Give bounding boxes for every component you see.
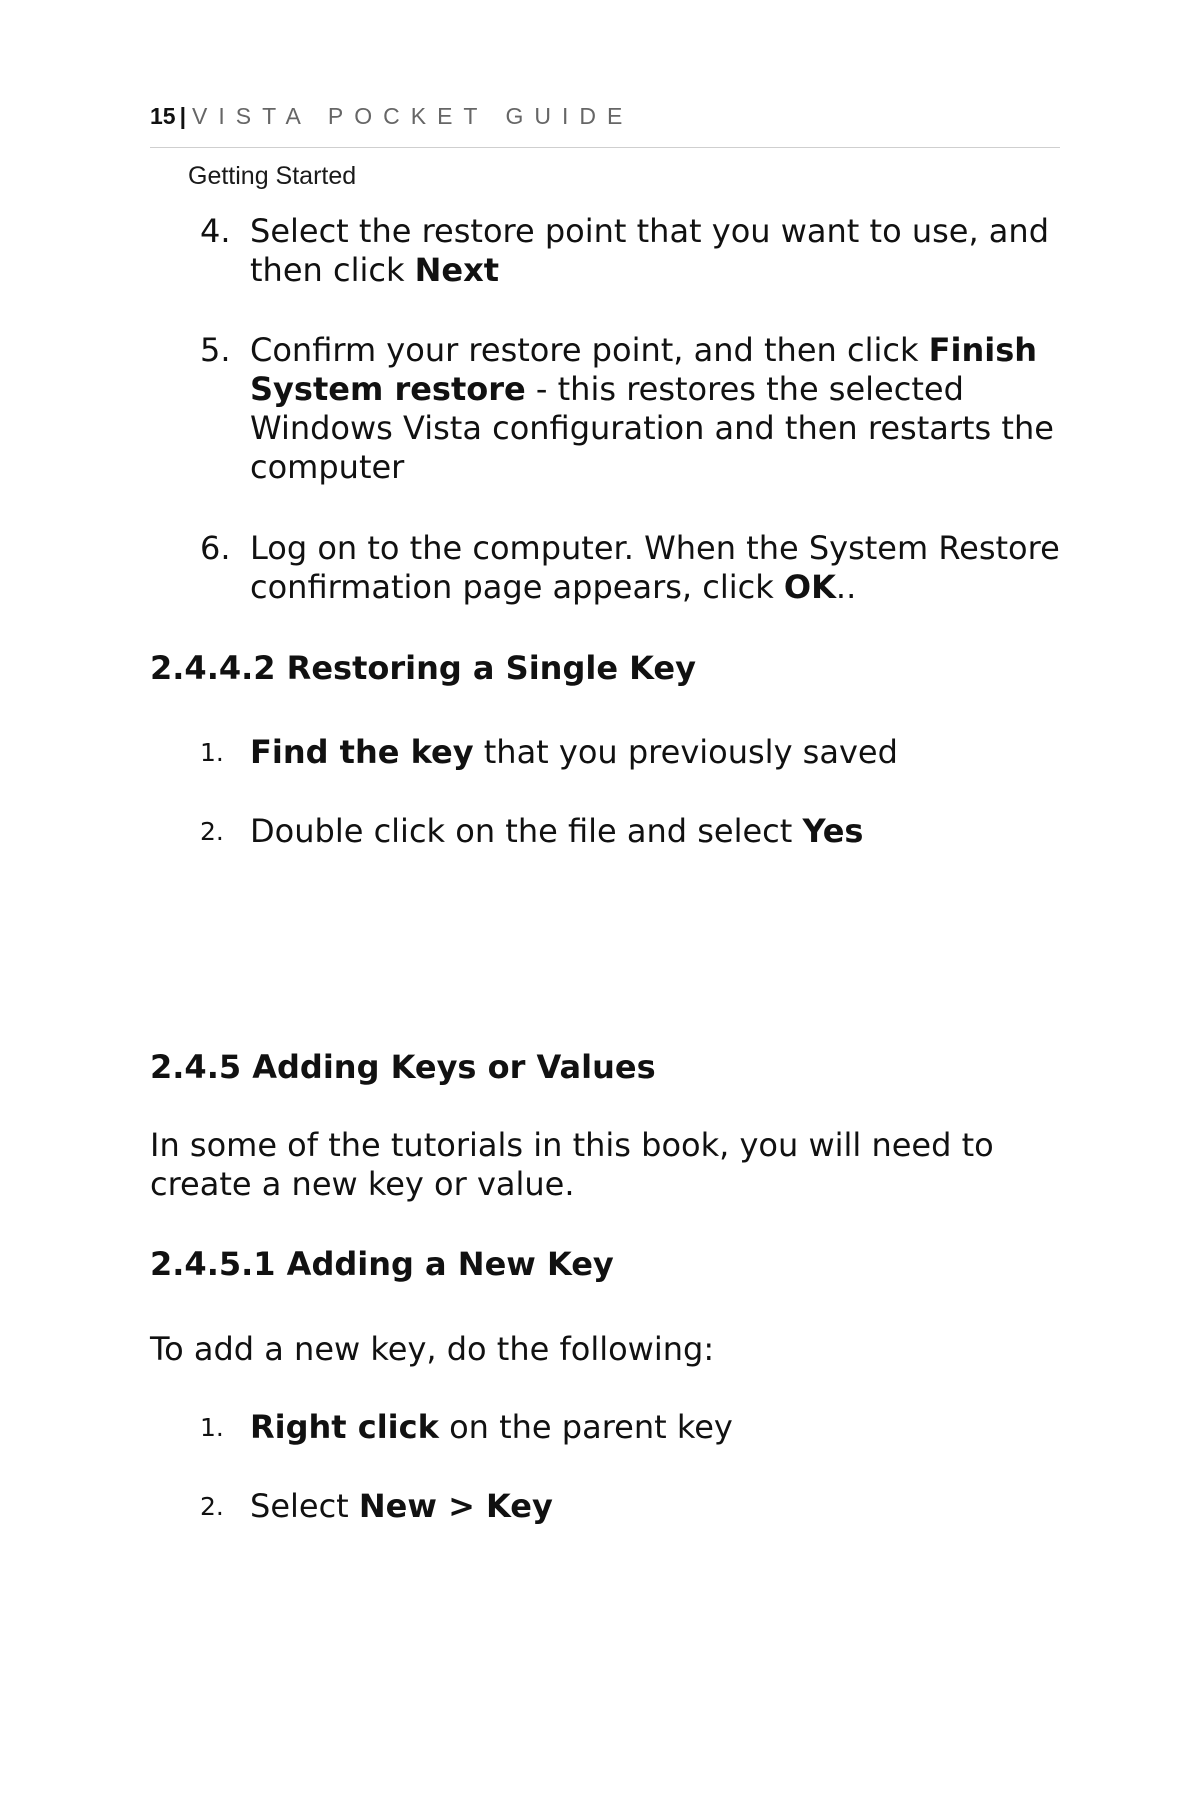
text-run: Select the restore point that you want to use, and then click	[250, 212, 1049, 289]
list-text	[250, 1408, 1080, 1447]
page-header	[150, 103, 1060, 148]
heading-adding-keys-values: 2.4.5 Adding Keys or Values	[150, 1048, 656, 1086]
book-title: VISTA POCKET GUIDE	[192, 103, 634, 129]
list-text	[250, 212, 1080, 290]
text-run: ..	[835, 568, 857, 606]
text-run: Confirm your restore point, and then click	[250, 331, 929, 369]
header-separator: |	[179, 103, 187, 129]
text-run: Select	[250, 1487, 359, 1525]
list-number: 1.	[200, 1413, 224, 1442]
list-number: 2.	[200, 1492, 224, 1521]
list-number: 4.	[200, 212, 231, 250]
text-run: Log on to the computer. When the System Restore confirmation page appears, click	[250, 529, 1060, 606]
list-number: 2.	[200, 817, 224, 846]
list-number: 5.	[200, 331, 231, 369]
list-number: 1.	[200, 738, 224, 767]
bold-run: OK	[783, 568, 836, 606]
list-number: 6.	[200, 529, 231, 567]
paragraph-adding: In some of the tutorials in this book, you will need to create a new key or value.	[150, 1126, 994, 1203]
page-number: 15	[150, 103, 176, 129]
list-text	[250, 812, 1080, 851]
paragraph-new-key: To add a new key, do the following:	[150, 1330, 715, 1368]
bold-run: Find the key	[250, 733, 474, 771]
text-run: - this restores the selected Windows Vista configuration and then restarts the computer	[250, 370, 1054, 486]
text-run: on the parent key	[438, 1408, 733, 1446]
text-run: that you previously saved	[473, 733, 898, 771]
bold-run: New > Key	[358, 1487, 553, 1525]
heading-restoring-single-key: 2.4.4.2 Restoring a Single Key	[150, 649, 696, 687]
bold-run: Next	[414, 251, 500, 289]
list-text	[250, 529, 1080, 607]
section-label: Getting Started	[188, 162, 357, 190]
heading-adding-new-key: 2.4.5.1 Adding a New Key	[150, 1245, 614, 1283]
list-text	[250, 331, 1080, 487]
bold-run: Finish System restore	[250, 331, 1038, 408]
list-text	[250, 733, 1080, 772]
list-text	[250, 1487, 1080, 1526]
bold-run: Right click	[250, 1408, 439, 1446]
bold-run: Yes	[802, 812, 864, 850]
text-run: Double click on the file and select	[250, 812, 803, 850]
